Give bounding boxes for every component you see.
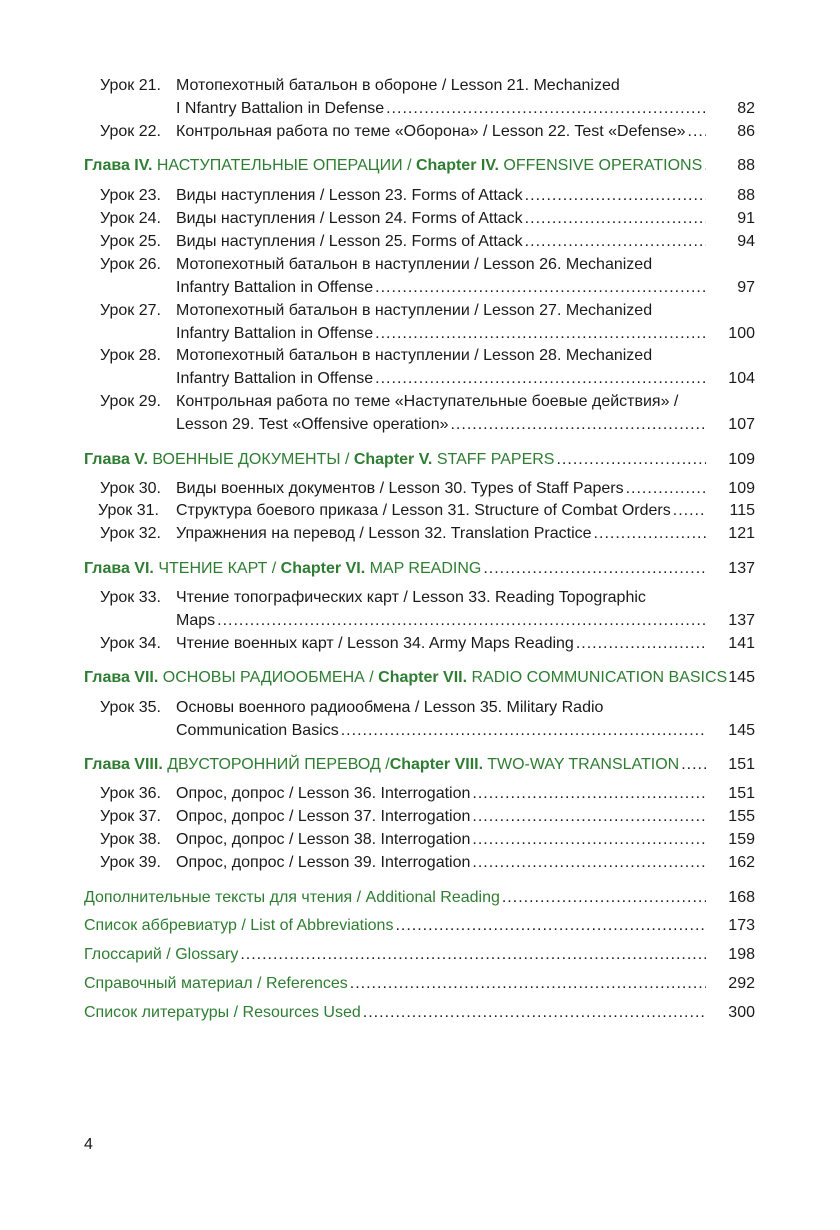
lesson-title-line1: Мотопехотный батальон в наступлении / Lesson 27. Mechanized <box>176 302 653 319</box>
lesson-title-line1: Мотопехотный батальон в наступлении / Lesson 28. Mechanized <box>176 347 653 364</box>
toc-entry-lesson-29-cont <box>176 414 706 436</box>
toc-chapter-5[interactable] <box>84 449 706 471</box>
section-title: Дополнительные тексты для чтения / Additional Reading <box>84 889 500 906</box>
chapter-prefix-ru: Глава VIII. <box>84 756 163 773</box>
lesson-title-line2: Infantry Battalion in Offense <box>176 325 374 342</box>
lesson-label: Урок 27. <box>100 302 161 319</box>
section-title: Список литературы / Resources Used <box>84 1004 361 1021</box>
lesson-title-line2: Lesson 29. Test «Offensive operation» <box>176 416 449 433</box>
page-ref: 137 <box>728 612 755 629</box>
lesson-label: Урок 24. <box>100 210 161 227</box>
page-ref: 141 <box>728 635 755 652</box>
page-ref: 173 <box>728 917 755 934</box>
page-ref: 91 <box>737 210 755 227</box>
lesson-title: Опрос, допрос / Lesson 38. Interrogation <box>176 831 471 848</box>
dot-leader <box>594 523 706 545</box>
toc-entry-lesson-35-cont <box>176 720 706 742</box>
dot-leader <box>525 185 706 207</box>
toc-entry-lesson-33-cont <box>176 610 706 632</box>
chapter-prefix-ru: Глава V. <box>84 451 148 468</box>
toc-chapter-7[interactable] <box>84 667 728 689</box>
dot-leader <box>375 277 706 299</box>
page-ref: 292 <box>728 975 755 992</box>
dot-leader <box>363 1002 706 1024</box>
dot-leader <box>341 720 706 742</box>
toc-resources-used[interactable] <box>84 1002 706 1024</box>
lesson-title-line2: Infantry Battalion in Offense <box>176 279 374 296</box>
dot-leader <box>483 558 706 580</box>
page-ref: 155 <box>728 808 755 825</box>
lesson-title-line1: Мотопехотный батальон в наступлении / Lesson 26. Mechanized <box>176 256 653 273</box>
lesson-label: Урок 39. <box>100 854 161 871</box>
section-title: Глоссарий / Glossary <box>84 946 239 963</box>
chapter-title-en: RADIO COMMUNICATION BASICS <box>471 669 728 686</box>
toc-chapter-8[interactable] <box>84 754 706 776</box>
lesson-label: Урок 22. <box>100 123 161 140</box>
lesson-label: Урок 32. <box>100 525 161 542</box>
toc-references[interactable] <box>84 973 706 995</box>
page-ref: 109 <box>728 480 755 497</box>
page-ref: 151 <box>728 756 755 773</box>
lesson-title: Виды наступления / Lesson 25. Forms of Attack <box>176 233 523 250</box>
lesson-label: Урок 37. <box>100 808 161 825</box>
lesson-title-line2: Communication Basics <box>176 722 339 739</box>
dot-leader <box>556 449 706 471</box>
chapter-title-ru: ДВУСТОРОННИЙ ПЕРЕВОД / <box>167 756 390 773</box>
dot-leader <box>576 633 706 655</box>
dot-leader <box>525 208 706 230</box>
chapter-prefix-en: Chapter V. <box>353 451 433 468</box>
page-ref: 88 <box>737 187 755 204</box>
chapter-prefix-en: Chapter VIII. <box>389 756 484 773</box>
chapter-title-en: STAFF PAPERS <box>436 451 555 468</box>
dot-leader <box>395 915 706 937</box>
lesson-label: Урок 23. <box>100 187 161 204</box>
section-title: Справочный материал / References <box>84 975 348 992</box>
page-ref: 86 <box>737 123 755 140</box>
lesson-title: Опрос, допрос / Lesson 37. Interrogation <box>176 808 471 825</box>
section-title: Список аббревиатур / List of Abbreviations <box>84 917 394 934</box>
dot-leader <box>688 121 706 143</box>
toc-glossary[interactable] <box>84 944 706 966</box>
chapter-prefix-en: Chapter VI. <box>280 560 366 577</box>
lesson-title-line2: I Nfantry Battalion in Defense <box>176 100 385 117</box>
dot-leader <box>386 98 706 120</box>
lesson-title-line2: Infantry Battalion in Offense <box>176 370 374 387</box>
lesson-label: Урок 38. <box>100 831 161 848</box>
chapter-title-ru: ЧТЕНИЕ КАРТ / <box>158 560 281 577</box>
lesson-title-line1: Чтение топографических карт / Lesson 33. Reading Topographic <box>176 589 646 606</box>
dot-leader <box>375 323 706 345</box>
lesson-title-line1: Мотопехотный батальон в обороне / Lesson 21. Mechanized <box>176 77 620 94</box>
toc-entry-lesson-21-cont <box>176 98 706 120</box>
page-ref: 100 <box>728 325 755 342</box>
lesson-title-line2: Maps <box>176 612 216 629</box>
dot-leader <box>217 610 706 632</box>
toc-chapter-6[interactable] <box>84 558 706 580</box>
lesson-label: Урок 21. <box>100 77 161 94</box>
dot-leader <box>673 500 706 522</box>
lesson-title: Структура боевого приказа / Lesson 31. Structure of Combat Orders <box>176 502 671 519</box>
dot-leader <box>450 414 706 436</box>
page-ref: 300 <box>728 1004 755 1021</box>
toc-entry-lesson-28-cont <box>176 368 706 390</box>
lesson-title: Упражнения на перевод / Lesson 32. Translation Practice <box>176 525 592 542</box>
dot-leader <box>472 806 706 828</box>
page-ref: 121 <box>728 525 755 542</box>
chapter-title-ru: НАСТУПАТЕЛЬНЫЕ ОПЕРАЦИИ / <box>156 157 416 174</box>
page-ref: 82 <box>737 100 755 117</box>
chapter-prefix-ru: Глава VI. <box>84 560 154 577</box>
chapter-title-en: MAP READING <box>369 560 482 577</box>
lesson-label: Урок 26. <box>100 256 161 273</box>
chapter-title-ru: ВОЕННЫЕ ДОКУМЕНТЫ / <box>152 451 354 468</box>
lesson-title-line1: Контрольная работа по теме «Наступательные боевые действия» / <box>176 393 679 410</box>
page-ref: 159 <box>728 831 755 848</box>
lesson-title: Контрольная работа по теме «Оборона» / Lesson 22. Test «Defense» <box>176 123 686 140</box>
chapter-prefix-en: Chapter VII. <box>378 669 468 686</box>
toc-additional-reading[interactable] <box>84 887 706 909</box>
chapter-title-ru: ОСНОВЫ РАДИООБМЕНА / <box>162 669 379 686</box>
lesson-label: Урок 31. <box>98 502 159 519</box>
chapter-title-en: TWO-WAY TRANSLATION <box>487 756 680 773</box>
dot-leader <box>240 944 706 966</box>
chapter-prefix-ru: Глава VII. <box>84 669 159 686</box>
lesson-label: Урок 29. <box>100 393 161 410</box>
lesson-label: Урок 28. <box>100 347 161 364</box>
page-ref: 104 <box>728 370 755 387</box>
page-ref: 97 <box>737 279 755 296</box>
page-ref: 145 <box>728 722 755 739</box>
dot-leader <box>472 829 706 851</box>
page-ref: 162 <box>728 854 755 871</box>
toc-entry-lesson-26-cont <box>176 277 706 299</box>
dot-leader <box>525 231 706 253</box>
toc-entry-lesson-27-cont <box>176 323 706 345</box>
dot-leader <box>681 754 706 776</box>
page-ref: 109 <box>728 451 755 468</box>
chapter-prefix-en: Chapter IV. <box>415 157 499 174</box>
lesson-label: Урок 34. <box>100 635 161 652</box>
lesson-title: Чтение военных карт / Lesson 34. Army Maps Reading <box>176 635 574 652</box>
lesson-title: Виды наступления / Lesson 24. Forms of Attack <box>176 210 523 227</box>
page-ref: 107 <box>728 416 755 433</box>
page-ref: 94 <box>737 233 755 250</box>
page-ref: 145 <box>728 669 755 686</box>
chapter-prefix-ru: Глава IV. <box>84 157 153 174</box>
dot-leader <box>502 887 706 909</box>
dot-leader <box>375 368 706 390</box>
lesson-label: Урок 36. <box>100 785 161 802</box>
lesson-label: Урок 25. <box>100 233 161 250</box>
toc-chapter-4[interactable] <box>84 155 706 177</box>
page-ref: 151 <box>728 785 755 802</box>
page-ref: 137 <box>728 560 755 577</box>
lesson-title: Опрос, допрос / Lesson 39. Interrogation <box>176 854 471 871</box>
toc-abbreviations[interactable] <box>84 915 706 937</box>
dot-leader <box>626 478 706 500</box>
lesson-label: Урок 30. <box>100 480 161 497</box>
lesson-title: Виды военных документов / Lesson 30. Types of Staff Papers <box>176 480 624 497</box>
lesson-title-line1: Основы военного радиообмена / Lesson 35. Military Radio <box>176 699 604 716</box>
dot-leader <box>472 852 706 874</box>
dot-leader <box>350 973 706 995</box>
page-ref: 198 <box>728 946 755 963</box>
page-ref: 168 <box>728 889 755 906</box>
page-ref: 88 <box>737 157 755 174</box>
page-ref: 115 <box>729 502 755 519</box>
dot-leader <box>472 783 706 805</box>
chapter-title-en: OFFENSIVE OPERATIONS <box>503 157 703 174</box>
lesson-label: Урок 33. <box>100 589 161 606</box>
page-number: 4 <box>84 1136 93 1153</box>
lesson-title: Опрос, допрос / Lesson 36. Interrogation <box>176 785 471 802</box>
lesson-title: Виды наступления / Lesson 23. Forms of Attack <box>176 187 523 204</box>
lesson-label: Урок 35. <box>100 699 161 716</box>
